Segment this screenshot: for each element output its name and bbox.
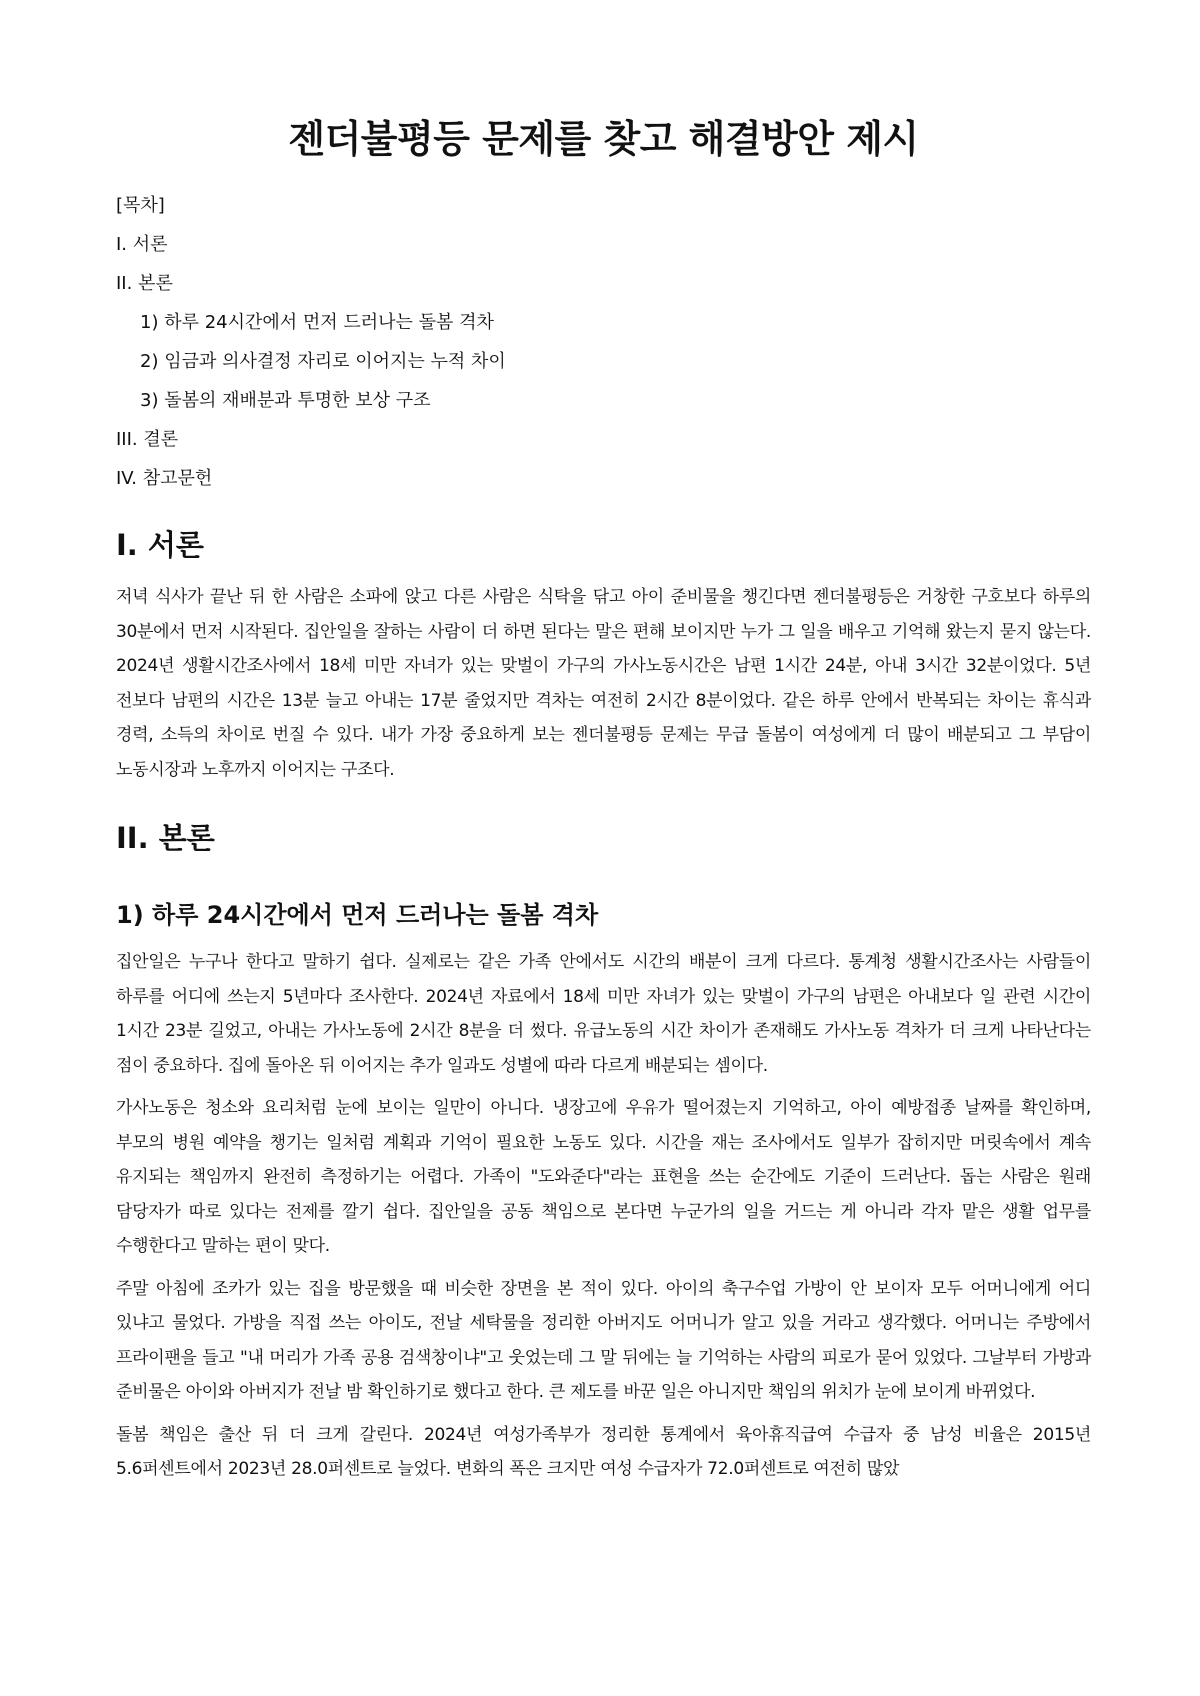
body-paragraph: 주말 아침에 조카가 있는 집을 방문했을 때 비슷한 장면을 본 적이 있다. 아이의 축구수업 가방이 안 보이자 모두 어머니에게 어디 있냐고 물었다. 가방을 직접 쓰는 아이도, 전날 세탁물을 정리한 아버지도 어머니가 알고 있을 거라고 생각했다. 어머니는 주방에서 프라이팬을 들고 "내 머리가 가족 공용 검색창이냐"고 웃었는데 그 말 뒤에는 늘 기억하는 사람의 피로가 묻어 있었다. 그날부터 가방과 준비물은 아이와 아버지가 전날 밤 확인하기로 했다고 한다. 큰 제도를 바꾼 일은 아니지만 책임의 위치가 눈에 보이게 바뀌었다.: [116, 1278, 1091, 1402]
toc-item-body: II. 본론: [116, 273, 173, 294]
subsection-heading-1: 1) 하루 24시간에서 먼저 드러나는 돌봄 격차: [116, 901, 599, 929]
section-heading-intro: I. 서론: [116, 528, 204, 562]
document-title: 젠더불평등 문제를 찾고 해결방안 제시: [288, 117, 919, 161]
intro-paragraph: 저녁 식사가 끝난 뒤 한 사람은 소파에 앉고 다른 사람은 식탁을 닦고 아이 준비물을 챙긴다면 젠더불평등은 거창한 구호보다 하루의 30분에서 먼저 시작된다. 집안일을 잘하는 사람이 더 하면 된다는 말은 편해 보이지만 누가 그 일을 배우고 기억해 왔는지 묻지 않는다. 2024년 생활시간조사에서 18세 미만 자녀가 있는 맞벌이 가구의 가사노동시간은 남편 1시간 24분, 아내 3시간 32분이었다. 5년 전보다 남편의 시간은 13분 늘고 아내는 17분 줄었지만 격차는 여전히 2시간 8분이었다. 같은 하루 안에서 반복되는 차이는 휴식과 경력, 소득의 차이로 번질 수 있다. 내가 가장 중요하게 보는 젠더불평등 문제는 무급 돌봄이 여성에게 더 많이 배분되고 그 부담이 노동시장과 노후까지 이어지는 구조다.: [116, 587, 1091, 780]
toc-item-intro: I. 서론: [116, 234, 168, 255]
toc-item-body-sub3: 3) 돌봄의 재배분과 투명한 보상 구조: [140, 390, 431, 411]
body-paragraph: 가사노동은 청소와 요리처럼 눈에 보이는 일만이 아니다. 냉장고에 우유가 떨어졌는지 기억하고, 아이 예방접종 날짜를 확인하며, 부모의 병원 예약을 챙기는 일처럼 계획과 기억이 필요한 노동도 있다. 시간을 재는 조사에서도 일부가 잡히지만 머릿속에서 계속 유지되는 책임까지 완전히 측정하기는 어렵다. 가족이 "도와준다"라는 표현을 쓰는 순간에도 기준이 드러난다. 돕는 사람은 원래 담당자가 따로 있다는 전제를 깔기 쉽다. 집안일을 공동 책임으로 본다면 누군가의 일을 거드는 게 아니라 각자 맡은 생활 업무를 수행한다고 말하는 편이 맞다.: [116, 1098, 1091, 1256]
toc-label: [목차]: [116, 195, 165, 216]
body-paragraph: 돌봄 책임은 출산 뒤 더 크게 갈린다. 2024년 여성가족부가 정리한 통계에서 육아휴직급여 수급자 중 남성 비율은 2015년 5.6퍼센트에서 2023년 28.0퍼센트로 늘었다. 변화의 폭은 크지만 여성 수급자가 72.0퍼센트로 여전히 많았: [116, 1424, 1091, 1479]
body-paragraph: 집안일은 누구나 한다고 말하기 쉽다. 실제로는 같은 가족 안에서도 시간의 배분이 크게 다르다. 통계청 생활시간조사는 사람들이 하루를 어디에 쓰는지 5년마다 조사한다. 2024년 자료에서 18세 미만 자녀가 있는 맞벌이 가구의 남편은 아내보다 일 관련 시간이 1시간 23분 길었고, 아내는 가사노동에 2시간 8분을 더 썼다. 유급노동의 시간 차이가 존재해도 가사노동 격차가 더 크게 나타난다는 점이 중요하다. 집에 돌아온 뒤 이어지는 추가 일과도 성별에 따라 다르게 배분되는 셈이다.: [116, 952, 1091, 1076]
section-heading-body: II. 본론: [116, 821, 215, 855]
toc-item-body-sub1: 1) 하루 24시간에서 먼저 드러나는 돌봄 격차: [140, 312, 494, 333]
table-of-contents: [116, 186, 1091, 498]
toc-item-body-sub2: 2) 임금과 의사결정 자리로 이어지는 누적 차이: [140, 351, 506, 372]
toc-item-references: IV. 참고문헌: [116, 468, 213, 489]
toc-item-conclusion: III. 결론: [116, 429, 179, 450]
